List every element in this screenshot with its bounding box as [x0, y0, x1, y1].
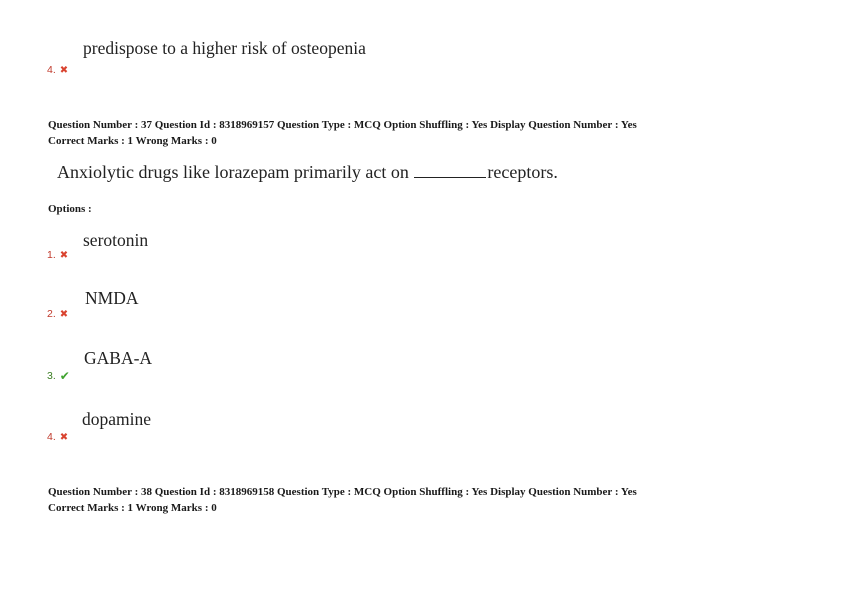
question-text-after-blank: receptors. [487, 162, 558, 182]
correct-check-icon: ✔ [59, 369, 70, 383]
prev-option-4-number [47, 64, 68, 76]
answer-blank [414, 165, 486, 178]
option-3-num-label: 3. [47, 370, 56, 382]
option-4-num-label: 4. [47, 431, 56, 443]
option-3-number [47, 369, 70, 383]
wrong-x-icon: ✖ [59, 308, 69, 320]
option-4-number [47, 431, 68, 443]
wrong-x-icon: ✖ [59, 431, 69, 443]
question-37-text [57, 162, 558, 183]
option-1-num-label: 1. [47, 249, 56, 261]
wrong-x-icon: ✖ [59, 64, 69, 76]
option-1-number [47, 249, 68, 261]
option-2-number [47, 308, 68, 320]
options-label: Options : [48, 203, 92, 215]
prev-option-4-text: predispose to a higher risk of osteopenia [83, 38, 366, 58]
question-37-meta-line-1: Question Number : 37 Question Id : 8318969157 Question Type : MCQ Option Shuffling : Yes Display Question Number : Yes [48, 119, 637, 131]
option-2-num-label: 2. [47, 308, 56, 320]
question-38-meta-line-1: Question Number : 38 Question Id : 8318969158 Question Type : MCQ Option Shuffling : Yes Display Question Number : Yes [48, 486, 637, 498]
question-38-meta-line-2: Correct Marks : 1 Wrong Marks : 0 [48, 502, 217, 514]
option-1-text: serotonin [83, 230, 149, 250]
question-text-before-blank: Anxiolytic drugs like lorazepam primarily act on [57, 162, 409, 182]
wrong-x-icon: ✖ [59, 249, 69, 261]
option-3-text: GABA-A [84, 348, 153, 368]
question-37-meta-line-2: Correct Marks : 1 Wrong Marks : 0 [48, 135, 217, 147]
prev-option-4-num-label: 4. [47, 64, 56, 76]
option-2-text: NMDA [85, 288, 139, 308]
option-4-text: dopamine [82, 409, 152, 429]
